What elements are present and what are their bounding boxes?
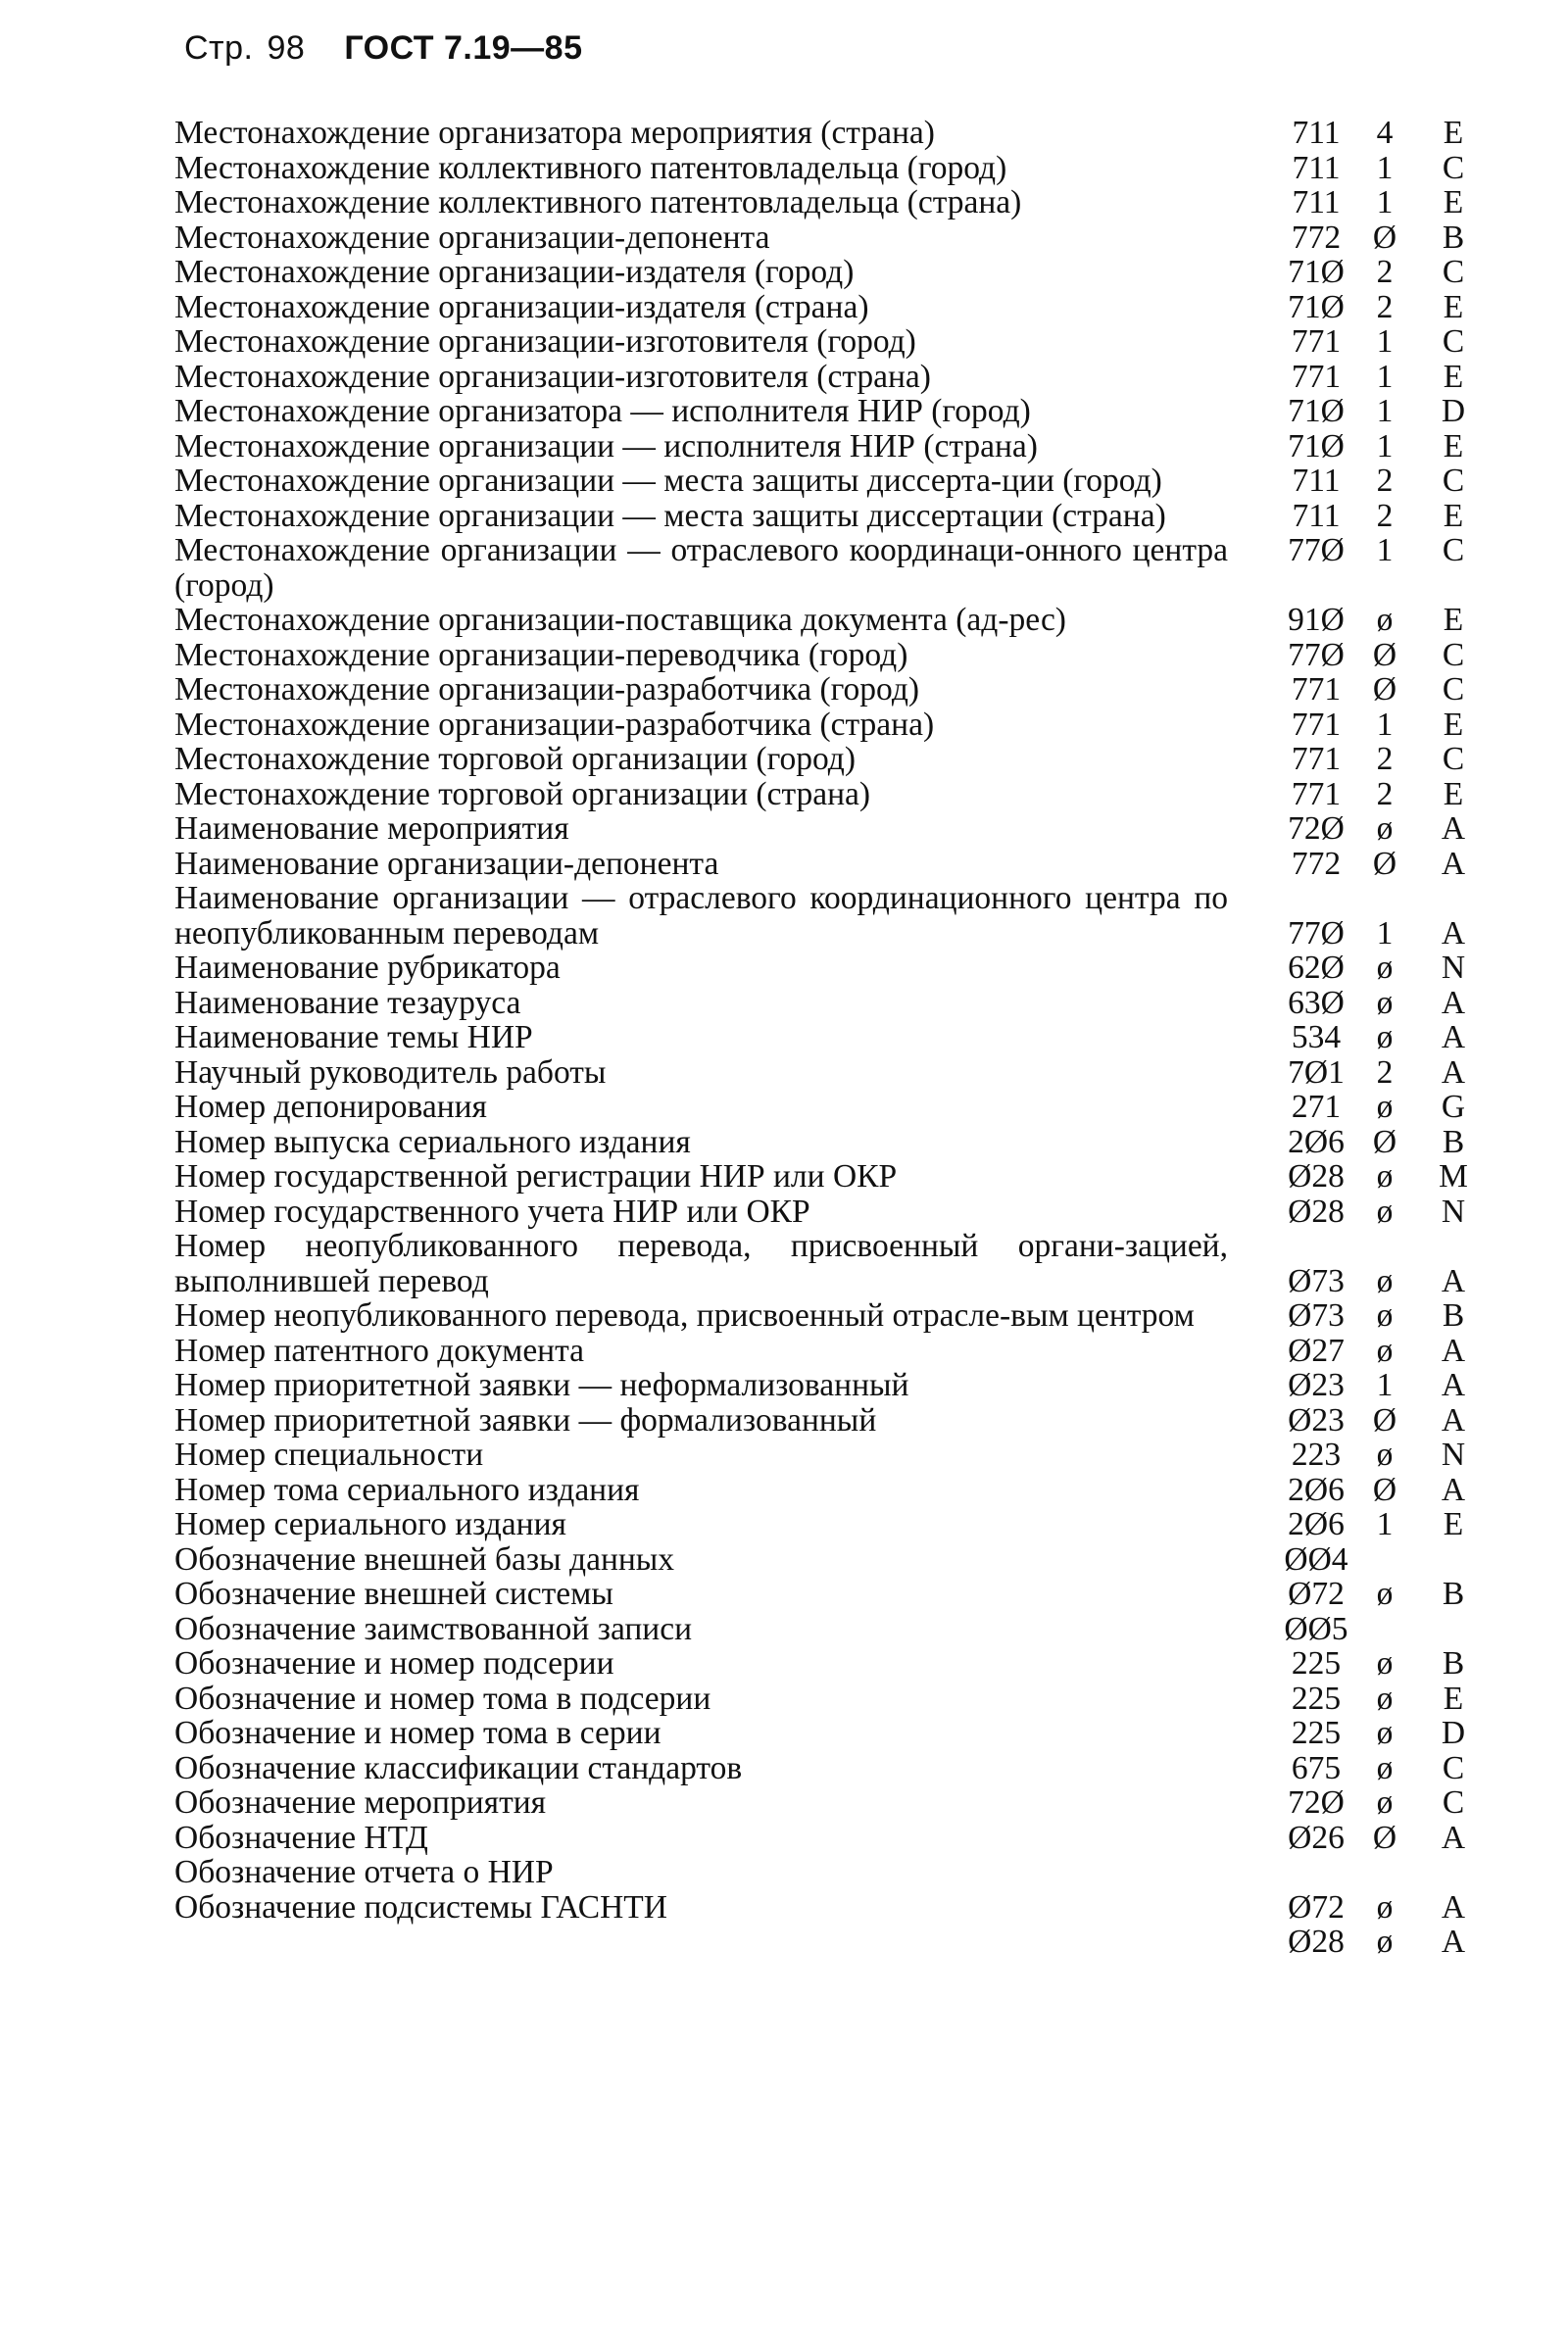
index-codes	[1277, 324, 1488, 360]
index-row	[174, 394, 1488, 429]
index-row	[174, 290, 1488, 325]
index-term: Местонахождение организации — отраслевого координаци-онного центра (город)	[174, 532, 1228, 604]
index-row	[174, 1646, 1488, 1682]
field-tag: 711	[1292, 497, 1341, 534]
subfield-code: M	[1439, 1158, 1468, 1195]
field-tag: 77Ø	[1288, 914, 1345, 951]
subfield-code: N	[1441, 950, 1466, 986]
index-term: Номер специальности	[174, 1437, 484, 1473]
field-tag: 71Ø	[1288, 254, 1345, 290]
field-indicator: Ø	[1372, 845, 1397, 882]
subfield-code: E	[1443, 602, 1464, 638]
index-codes	[1277, 360, 1488, 395]
index-row	[174, 116, 1488, 151]
field-tag: 771	[1291, 323, 1342, 360]
index-term: Местонахождение организации-переводчика (город)	[174, 636, 908, 673]
subfield-code: A	[1441, 1471, 1466, 1508]
index-codes	[1277, 986, 1488, 1021]
index-row	[174, 1368, 1488, 1403]
field-tag: 711	[1292, 149, 1341, 186]
index-term: Обозначение и номер подсерии	[174, 1645, 614, 1682]
index-codes	[1277, 1403, 1488, 1439]
index-row	[174, 151, 1488, 186]
field-tag: ØØ4	[1284, 1540, 1348, 1578]
index-codes	[1277, 290, 1488, 325]
field-tag: Ø28	[1288, 1924, 1345, 1960]
index-term: Номер тома сериального издания	[174, 1471, 640, 1508]
index-row	[174, 533, 1488, 603]
index-term: Местонахождение организации-изготовителя (страна)	[174, 358, 931, 395]
field-indicator: ø	[1376, 1680, 1394, 1717]
index-term: Обозначение и номер тома в подсерии	[174, 1680, 711, 1717]
field-indicator: ø	[1376, 1019, 1394, 1055]
subfield-code: E	[1443, 184, 1464, 220]
index-codes	[1277, 1542, 1488, 1578]
subfield-code: A	[1441, 1888, 1466, 1926]
field-tag: Ø73	[1288, 1297, 1345, 1334]
field-indicator: 1	[1376, 323, 1394, 360]
field-indicator: Ø	[1372, 1123, 1397, 1160]
field-indicator: ø	[1376, 1645, 1394, 1682]
field-indicator: ø	[1376, 1089, 1394, 1125]
index-term: Наименование тезауруса	[174, 984, 521, 1021]
field-tag: Ø23	[1288, 1367, 1345, 1403]
field-tag: 72Ø	[1288, 1784, 1345, 1821]
index-term: Местонахождение организации-издателя (город)	[174, 254, 855, 290]
index-term: Обозначение отчета о НИР	[174, 1854, 554, 1890]
subfield-code: A	[1441, 1819, 1466, 1856]
index-term: Местонахождение торговой организации (страна)	[174, 775, 871, 812]
index-codes	[1277, 742, 1488, 777]
index-codes	[1277, 1612, 1488, 1647]
subfield-code: A	[1441, 1262, 1466, 1299]
subfield-code: E	[1443, 497, 1464, 534]
index-term: Обозначение и номер тома в серии	[174, 1715, 662, 1751]
index-term: Местонахождение организации-изготовителя (город)	[174, 323, 916, 360]
field-indicator: Ø	[1372, 671, 1397, 707]
field-indicator: ø	[1376, 810, 1394, 847]
index-row	[174, 324, 1488, 360]
index-row	[174, 1229, 1488, 1298]
subfield-code: E	[1443, 1680, 1464, 1717]
index-codes	[1277, 603, 1488, 638]
subfield-code: B	[1442, 1576, 1465, 1612]
index-codes	[1277, 1090, 1488, 1125]
field-tag: 711	[1292, 184, 1341, 220]
field-tag: 271	[1291, 1089, 1342, 1125]
index-row	[174, 638, 1488, 673]
field-indicator: ø	[1376, 602, 1394, 638]
index-row	[174, 1090, 1488, 1125]
field-tag: Ø72	[1288, 1888, 1345, 1926]
index-codes	[1277, 499, 1488, 534]
field-indicator: Ø	[1372, 1471, 1397, 1508]
subfield-code: E	[1443, 115, 1464, 151]
subfield-code: C	[1442, 1749, 1465, 1786]
index-codes	[1277, 847, 1488, 882]
index-codes	[1277, 116, 1488, 151]
index-codes	[1277, 1438, 1488, 1473]
index-row	[174, 1577, 1488, 1612]
index-row	[174, 1682, 1488, 1717]
index-term: Наименование рубрикатора	[174, 950, 561, 986]
field-tag: 223	[1291, 1437, 1342, 1473]
field-tag: 772	[1291, 845, 1342, 882]
index-row	[174, 811, 1488, 847]
subfield-code: A	[1441, 845, 1466, 882]
page-label: Стр.	[184, 29, 254, 67]
index-codes	[1277, 533, 1488, 603]
index-term: Наименование организации — отраслевого координационного центра по неопубликованным переводам	[174, 880, 1228, 951]
field-indicator: ø	[1376, 1262, 1394, 1299]
index-codes	[1277, 464, 1488, 499]
index-row	[174, 1298, 1488, 1334]
field-tag: 2Ø6	[1288, 1123, 1345, 1160]
index-row	[174, 986, 1488, 1021]
index-codes	[1277, 707, 1488, 743]
field-indicator: 4	[1376, 115, 1394, 151]
field-tag: 711	[1292, 463, 1341, 499]
index-row	[174, 1716, 1488, 1751]
field-tag: 2Ø6	[1288, 1471, 1345, 1508]
index-codes	[1277, 777, 1488, 812]
index-codes	[1277, 1751, 1488, 1786]
field-indicator: 2	[1376, 497, 1394, 534]
index-term: Номер сериального издания	[174, 1506, 566, 1542]
field-tag: 62Ø	[1288, 950, 1345, 986]
index-codes	[1277, 255, 1488, 290]
field-indicator: 1	[1376, 1506, 1394, 1542]
field-indicator: ø	[1376, 1888, 1394, 1926]
index-row	[174, 881, 1488, 951]
field-tag: Ø28	[1288, 1158, 1345, 1195]
index-term: Обозначение внешней базы данных	[174, 1540, 675, 1578]
index-row	[174, 1821, 1488, 1856]
field-indicator: Ø	[1372, 219, 1397, 256]
subfield-code: E	[1443, 427, 1464, 464]
page-header	[184, 29, 583, 68]
subfield-code: B	[1442, 219, 1465, 256]
standard-code: ГОСТ 7.19—85	[344, 29, 583, 67]
field-tag: Ø23	[1288, 1401, 1345, 1439]
index-term: Номер государственной регистрации НИР или ОКР	[174, 1158, 898, 1195]
index-term: Местонахождение организации — исполнителя НИР (страна)	[174, 427, 1038, 464]
index-codes	[1277, 1159, 1488, 1195]
index-term: Наименование темы НИР	[174, 1019, 533, 1055]
field-tag: 711	[1292, 115, 1341, 151]
index-term: Обозначение классификации стандартов	[174, 1749, 743, 1786]
field-tag: 71Ø	[1288, 288, 1345, 325]
index-row	[174, 1020, 1488, 1055]
field-tag: 675	[1291, 1749, 1342, 1786]
index-term: Обозначение подсистемы ГАСНТИ	[174, 1888, 667, 1926]
index-codes	[1277, 1264, 1488, 1299]
field-indicator: 1	[1376, 149, 1394, 186]
index-codes	[1277, 1507, 1488, 1542]
index-codes	[1277, 1577, 1488, 1612]
index-codes	[1277, 1821, 1488, 1856]
field-tag: 225	[1291, 1715, 1342, 1751]
index-codes	[1277, 1368, 1488, 1403]
index-term: Номер депонирования	[174, 1089, 487, 1125]
index-term: Номер приоритетной заявки — формализованный	[174, 1401, 877, 1439]
field-indicator: ø	[1376, 1437, 1394, 1473]
index-codes	[1277, 1055, 1488, 1091]
index-row	[174, 360, 1488, 395]
field-indicator: ø	[1376, 1715, 1394, 1751]
field-tag: 7Ø1	[1288, 1053, 1345, 1091]
index-term: Обозначение заимствованной записи	[174, 1610, 693, 1647]
subfield-code: N	[1441, 1193, 1466, 1230]
field-indicator: 2	[1376, 1053, 1394, 1091]
index-row	[174, 951, 1488, 986]
index-term: Местонахождение организации — места защиты диссертации (страна)	[174, 497, 1166, 534]
field-tag: 225	[1291, 1680, 1342, 1717]
field-tag: 772	[1291, 219, 1342, 256]
subfield-code: G	[1441, 1089, 1466, 1125]
subfield-code: E	[1443, 1506, 1464, 1542]
index-term: Номер патентного документа	[174, 1332, 585, 1369]
field-tag: 71Ø	[1288, 393, 1345, 429]
field-indicator: 1	[1376, 706, 1394, 743]
field-indicator: 1	[1376, 914, 1394, 951]
index-row	[174, 220, 1488, 256]
field-tag: 91Ø	[1288, 602, 1345, 638]
field-indicator: ø	[1376, 1193, 1394, 1230]
index-term: Научный руководитель работы	[174, 1053, 607, 1091]
index-term: Местонахождение торговой организации (город)	[174, 741, 856, 777]
index-row	[174, 185, 1488, 220]
index-row	[174, 603, 1488, 638]
index-row	[174, 1890, 1488, 1926]
field-tag: 771	[1291, 671, 1342, 707]
subfield-code: C	[1442, 323, 1465, 360]
field-indicator: ø	[1376, 1784, 1394, 1821]
subfield-code: E	[1443, 775, 1464, 812]
subfield-code: B	[1442, 1645, 1465, 1682]
index-term: Номер выпуска сериального издания	[174, 1123, 691, 1160]
subfield-code: A	[1441, 984, 1466, 1021]
index-row	[174, 1612, 1488, 1647]
subfield-code: A	[1441, 810, 1466, 847]
field-indicator: ø	[1376, 1924, 1394, 1960]
index-row	[174, 1855, 1488, 1890]
field-tag: 771	[1291, 706, 1342, 743]
field-tag: Ø26	[1288, 1819, 1345, 1856]
field-tag: ØØ5	[1284, 1610, 1348, 1647]
subfield-code: A	[1441, 914, 1466, 951]
index-codes	[1277, 1855, 1488, 1890]
index-codes	[1277, 1298, 1488, 1334]
index-codes	[1277, 638, 1488, 673]
index-codes	[1277, 220, 1488, 256]
index-row	[174, 777, 1488, 812]
index-row	[174, 1159, 1488, 1195]
field-tag: Ø28	[1288, 1193, 1345, 1230]
index-codes	[1277, 429, 1488, 464]
field-tag: 2Ø6	[1288, 1506, 1345, 1542]
index-term: Местонахождение организации-депонента	[174, 219, 770, 256]
subfield-code: A	[1441, 1401, 1466, 1439]
index-term: Местонахождение организации-поставщика документа (ад-рес)	[174, 602, 1066, 638]
field-tag: 72Ø	[1288, 810, 1345, 847]
index-row	[174, 1438, 1488, 1473]
field-indicator: Ø	[1372, 1401, 1397, 1439]
subfield-code: C	[1442, 1784, 1465, 1821]
field-indicator: 1	[1376, 427, 1394, 464]
field-indicator: Ø	[1372, 636, 1397, 673]
subfield-code: C	[1442, 254, 1465, 290]
subfield-code: A	[1441, 1367, 1466, 1403]
subfield-code: B	[1442, 1123, 1465, 1160]
subfield-code: C	[1442, 671, 1465, 707]
subfield-code: E	[1443, 358, 1464, 395]
subfield-code: D	[1441, 1715, 1466, 1751]
subfield-code: E	[1443, 288, 1464, 325]
index-row	[174, 1473, 1488, 1508]
index-row	[174, 1542, 1488, 1578]
index-term: Местонахождение коллективного патентовладельца (город)	[174, 149, 1007, 186]
field-tag: 77Ø	[1288, 636, 1345, 673]
field-indicator: ø	[1376, 1576, 1394, 1612]
index-term: Местонахождение коллективного патентовладельца (страна)	[174, 184, 1022, 220]
index-row	[174, 1403, 1488, 1439]
subfield-code: D	[1441, 393, 1466, 429]
index-term: Номер приоритетной заявки — неформализованный	[174, 1367, 909, 1403]
field-tag: 771	[1291, 358, 1342, 395]
subfield-code: C	[1442, 741, 1465, 777]
field-indicator: 1	[1376, 532, 1394, 568]
index-codes	[1277, 1682, 1488, 1717]
index-codes	[1277, 1334, 1488, 1369]
index-term: Местонахождение организации — места защиты диссерта-ции (город)	[174, 463, 1162, 499]
index-codes	[1277, 1473, 1488, 1508]
index-row	[174, 707, 1488, 743]
index-codes	[1277, 1925, 1488, 1960]
field-indicator: 1	[1376, 184, 1394, 220]
field-tag: Ø72	[1288, 1576, 1345, 1612]
field-indicator: ø	[1376, 984, 1394, 1021]
index-term: Обозначение НТД	[174, 1819, 428, 1856]
index-row	[174, 1334, 1488, 1369]
field-indicator: ø	[1376, 1332, 1394, 1369]
subfield-code: A	[1441, 1924, 1466, 1960]
index-codes	[1277, 151, 1488, 186]
trailing-codes-row	[174, 1925, 1488, 1960]
index-codes	[1277, 1785, 1488, 1821]
field-indicator: 2	[1376, 741, 1394, 777]
index-row	[174, 464, 1488, 499]
index-table	[174, 116, 1488, 1960]
index-codes	[1277, 916, 1488, 951]
subfield-code: C	[1442, 532, 1465, 568]
field-indicator: ø	[1376, 1297, 1394, 1334]
index-row	[174, 1055, 1488, 1091]
field-tag: 534	[1291, 1019, 1342, 1055]
subfield-code: A	[1441, 1332, 1466, 1369]
field-tag: 71Ø	[1288, 427, 1345, 464]
index-term: Номер неопубликованного перевода, присвоенный органи-зацией, выполнившей перевод	[174, 1228, 1228, 1299]
index-term: Местонахождение организации-разработчика (город)	[174, 671, 920, 707]
subfield-code: B	[1442, 1297, 1465, 1334]
field-tag: 225	[1291, 1645, 1342, 1682]
index-row	[174, 1751, 1488, 1786]
field-tag: 771	[1291, 775, 1342, 812]
subfield-code: C	[1442, 149, 1465, 186]
index-term: Номер государственного учета НИР или ОКР	[174, 1193, 810, 1230]
index-row	[174, 1195, 1488, 1230]
index-codes	[1277, 1646, 1488, 1682]
field-indicator: 2	[1376, 288, 1394, 325]
index-term: Наименование мероприятия	[174, 810, 569, 847]
index-row	[174, 847, 1488, 882]
index-term: Местонахождение организатора — исполнителя НИР (город)	[174, 393, 1031, 429]
index-row	[174, 742, 1488, 777]
index-row	[174, 429, 1488, 464]
index-row	[174, 1507, 1488, 1542]
field-indicator: 1	[1376, 1367, 1394, 1403]
index-codes	[1277, 1195, 1488, 1230]
index-term: Местонахождение организации-разработчика (страна)	[174, 706, 935, 743]
subfield-code: C	[1442, 636, 1465, 673]
field-indicator: 1	[1376, 393, 1394, 429]
index-codes	[1277, 185, 1488, 220]
page-number: 98	[267, 29, 306, 67]
index-term: Обозначение мероприятия	[174, 1784, 547, 1821]
subfield-code: N	[1441, 1437, 1466, 1473]
index-codes	[1277, 1020, 1488, 1055]
field-tag: 63Ø	[1288, 984, 1345, 1021]
field-tag: 77Ø	[1288, 532, 1345, 568]
field-tag: 771	[1291, 741, 1342, 777]
subfield-code: E	[1443, 706, 1464, 743]
index-codes	[1277, 394, 1488, 429]
subfield-code: C	[1442, 463, 1465, 499]
index-row	[174, 672, 1488, 707]
subfield-code: A	[1441, 1053, 1466, 1091]
index-codes	[1277, 1716, 1488, 1751]
index-term: Местонахождение организации-издателя (страна)	[174, 288, 869, 325]
index-codes	[1277, 951, 1488, 986]
field-tag: Ø27	[1288, 1332, 1345, 1369]
index-codes	[1277, 1890, 1488, 1926]
index-term: Местонахождение организатора мероприятия (страна)	[174, 115, 935, 151]
index-term: Наименование организации-депонента	[174, 845, 719, 882]
field-indicator: ø	[1376, 1158, 1394, 1195]
index-codes	[1277, 811, 1488, 847]
field-tag: Ø73	[1288, 1262, 1345, 1299]
index-term: Обозначение внешней системы	[174, 1576, 613, 1612]
field-indicator: ø	[1376, 950, 1394, 986]
field-indicator: Ø	[1372, 1819, 1397, 1856]
field-indicator: ø	[1376, 1749, 1394, 1786]
index-term: Номер неопубликованного перевода, присвоенный отрасле-вым центром	[174, 1297, 1195, 1334]
field-indicator: 2	[1376, 254, 1394, 290]
subfield-code: A	[1441, 1019, 1466, 1055]
index-row	[174, 499, 1488, 534]
index-row	[174, 1785, 1488, 1821]
index-codes	[1277, 1125, 1488, 1160]
index-codes	[1277, 672, 1488, 707]
field-indicator: 2	[1376, 775, 1394, 812]
index-row	[174, 255, 1488, 290]
field-indicator: 2	[1376, 463, 1394, 499]
index-row	[174, 1125, 1488, 1160]
field-indicator: 1	[1376, 358, 1394, 395]
